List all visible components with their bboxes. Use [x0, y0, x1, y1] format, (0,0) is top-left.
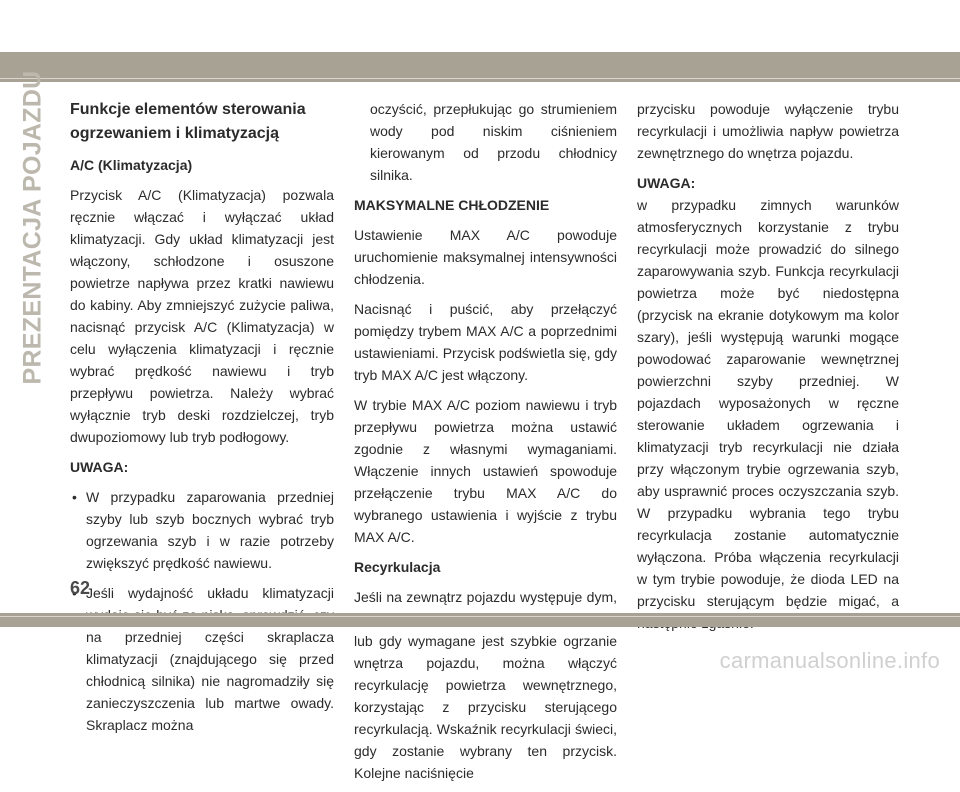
header-band [0, 52, 960, 82]
list-item: • Jeśli wydajność układu klimatyzacji na przedniej części skraplacza klimatyzacji (znajdującego się przed chłodnicą silnika) nie nagromadziły się zanieczyszczenia lub martwe owady. Skraplacz można [70, 582, 334, 736]
side-section-title [18, 69, 48, 385]
paragraph-recirc-1: Jeśli na zewnątrz pojazdu występuje dym, lub gdy wymagane jest szybkie ogrzanie wnętrza pojazdu, można włączyć recyrkulację powietrza wewnętrznego, korzystając z przycisku sterującego recyrkulacją. Wskaźnik recyrkulacji świeci, gdy zostanie wybrany ten przycisk. Kolejne naciśnięcie [354, 589, 617, 781]
subheading-ac: A/C (Klimatyzacja) [70, 157, 193, 173]
side-title-text: PREZENTACJA POJAZDU [18, 69, 47, 385]
paragraph-max-1: Ustawienie MAX A/C powoduje uruchomienie maksymalnej intensywności chłodzenia. [354, 227, 617, 287]
note-paragraph: w przypadku zimnych warunków atmosferycznych korzystanie z trybu recyrkulacji może prowadzić do silnego zaparowywania szyb. Funkcja recyrkulacji powietrza może być niedostępna (przycisk na ekranie dotykowym ma kolor szary), jeśli występują warunki mogące powodować zaparowanie wewnętrznej powierzchni szyby przedniej. W pojazdach wyposażonych w ręczne sterowanie układem ogrzewania i klimatyzacji tryb recyrkulacji nie działa przy włączonym trybie ogrzewania szyb, aby usprawnić proces oczyszczania szyb. W przypadku wybrania tego trybu recyrkulacja zostanie automatycznie wyłączona. Próba włączenia recyrkulacji w tym trybie powoduje, że dioda LED na przycisku sterującym będzie migać, a [637, 197, 899, 609]
note-label: UWAGA: [70, 459, 129, 475]
paragraph-max-3: W trybie MAX A/C poziom nawiewu i tryb przepływu powietrza można ustawić zgodnie z własnymi wymaganiami. Włączenie innych ustawień spowoduje przełączenie trybu MAX A/C do wybranego ustawienia i wyjście z trybu MAX A/C. [354, 397, 617, 545]
heading-max-cooling: MAKSYMALNE CHŁODZENIE [354, 197, 550, 213]
paragraph-ac: Przycisk A/C (Klimatyzacja) pozwala ręcznie włączać i wyłączać układ klimatyzacji. Gdy układ klimatyzacji jest włączony, schłodzone i osuszone powietrze napływa przez kratki nawiewu do kabiny. Aby zmniejszyć zużycie paliwa, nacisnąć przycisk A/C (Klimatyzacja) w celu wyłączenia klimatyzacji i ręcznie wybrać prędkość nawiewu i tryb przepływu powietrza. Należy wybrać wyłącznie tryb deski rozdzielczej, tryb dwupoziomowy lub tryb podłogowy. [70, 187, 334, 445]
section-heading: Funkcje elementów sterowania ogrzewaniem i klimatyzacją [70, 101, 306, 142]
column-2 [354, 98, 617, 792]
note-label: UWAGA: [637, 175, 696, 191]
bullet-continuation: oczyścić, przepłukując go strumieniem wody pod niskim ciśnieniem kierowanym od przodu chłodnicy silnika. [370, 101, 617, 183]
paragraph-recirc-continuation: przycisku powoduje wyłączenie trybu recyrkulacji i umożliwia napływ powietrza zewnętrznego do wnętrza pojazdu. [637, 101, 899, 161]
page-number: 62 [70, 578, 91, 598]
paragraph-max-2: Nacisnąć i puścić, aby przełączyć pomiędzy trybem MAX A/C a poprzednimi ustawieniami. Przycisk podświetla się, gdy tryb MAX A/C jest włączony. [354, 301, 617, 383]
note-list [70, 486, 334, 736]
footer-band [0, 613, 960, 627]
list-item: • W przypadku zaparowania przedniej szyby lub szyb bocznych wybrać tryb ogrzewania szyb i w razie potrzeby zwiększyć prędkość nawiewu. [70, 486, 334, 574]
heading-recirculation: Recyrkulacja [354, 559, 441, 575]
column-1 [70, 98, 334, 744]
column-3 [637, 98, 899, 642]
watermark: carmanualsonline.info [719, 648, 940, 673]
